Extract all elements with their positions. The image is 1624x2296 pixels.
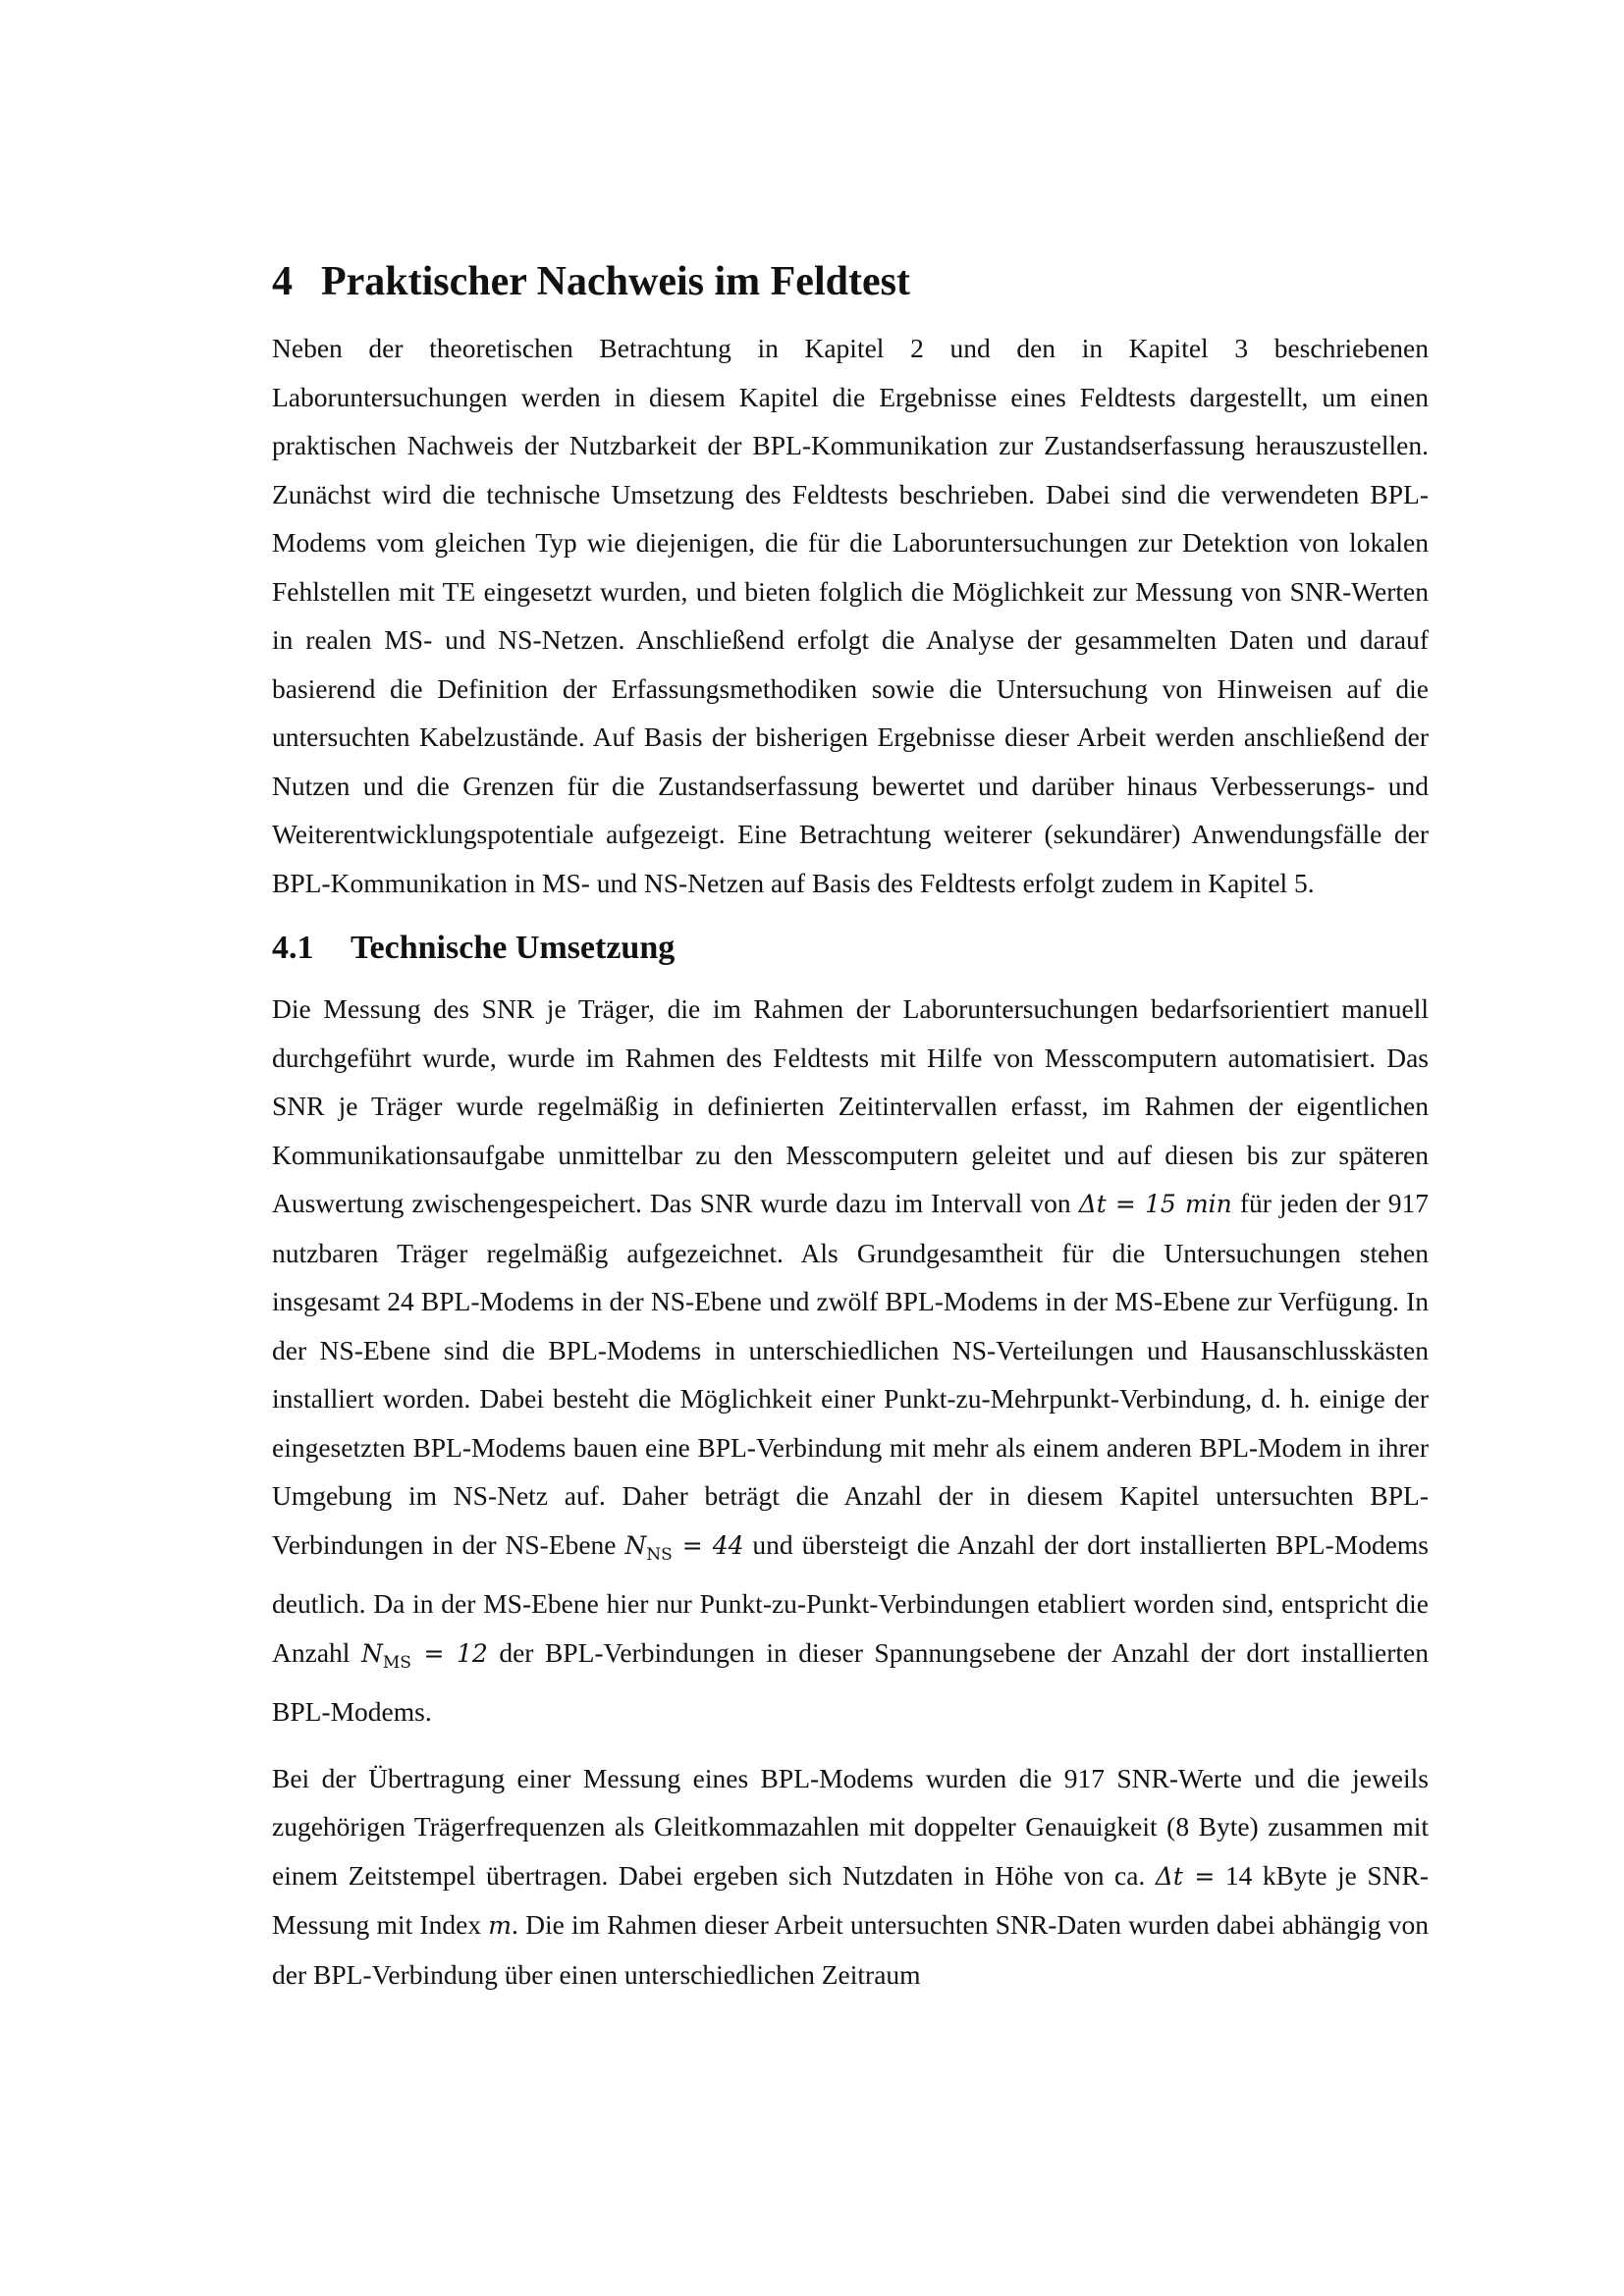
text-run: Die Messung des SNR je Träger, die im Rahmen der Laboruntersuchungen bedarfsorientiert manuell durchgeführt wurde, wurde im Rahmen des Feldtests mit Hilfe von Messcomputern automatisiert. Das SNR je Träger wurde regelmäßig in definierten Zeitintervallen erfasst, im Rahmen der eigentlichen Kommunikationsaufgabe unmittelbar zu den Messcomputern geleitet und auf diesen bis zur späteren Auswertung zwischengespeichert. Das SNR wurde dazu im Intervall von bbox=[272, 993, 1429, 1219]
chapter-title: Praktischer Nachweis im Feldtest bbox=[321, 259, 910, 304]
formula-index-m: m bbox=[488, 1911, 512, 1941]
formula-delta-t-2: Δt = bbox=[1155, 1861, 1216, 1891]
formula-value: = 12 bbox=[410, 1638, 488, 1668]
formula-delta-t: Δt = 15 min bbox=[1078, 1190, 1232, 1219]
text-run: für jeden der 917 nutzbaren Träger regelmäßig aufgezeichnet. Als Grundgesamtheit für die Untersuchungen stehen insgesamt 24 BPL-Modems in der NS-Ebene und zwölf BPL-Modems in der MS-Ebene zur Verfügung. In der NS-Ebene sind die BPL-Modems in unterschiedlichen NS-Verteilungen und Hausanschlusskästen installiert worden. Dabei besteht die Möglichkeit einer Punkt-zu-Mehrpunkt-Verbindung, d. h. einige der eingesetzten BPL-Modems bauen eine BPL-Verbindung mit mehr als einem anderen BPL-Modem in ihrer Umgebung im NS-Netz auf. Daher beträgt die Anzahl der in diesem Kapitel untersuchten BPL-Verbindungen in der NS-Ebene bbox=[272, 1188, 1429, 1560]
text-run: der BPL-Verbindungen in dieser Spannungsebene der Anzahl der dort installierten BPL-Modems. bbox=[272, 1636, 1430, 1728]
section-title: Technische Umsetzung bbox=[351, 930, 676, 967]
page-body bbox=[272, 257, 1429, 1999]
formula-subscript: MS bbox=[382, 1652, 411, 1673]
text-run: . Die im Rahmen dieser Arbeit untersuchten SNR-Daten wurden dabei abhängig von der BPL-Verbindung über einen unterschiedlichen Zeitraum bbox=[272, 1909, 1429, 1990]
section-paragraph-1 bbox=[272, 985, 1429, 1736]
text-run: 14 kByte je SNR-Messung mit Index bbox=[272, 1859, 1429, 1941]
formula-symbol: N bbox=[360, 1638, 383, 1668]
chapter-heading bbox=[272, 257, 1429, 306]
text-run: Bei der Übertragung einer Messung eines BPL-Modems wurden die 917 SNR-Werte und die jeweils zugehörigen Trägerfrequenzen als Gleitkommazahlen mit doppelter Genauigkeit (8 Byte) zusammen mit einem Zeitstempel übertragen. Dabei ergeben sich Nutzdaten in Höhe von ca. bbox=[272, 1762, 1429, 1891]
formula-subscript: NS bbox=[646, 1544, 673, 1565]
section-paragraph-2 bbox=[272, 1754, 1429, 2000]
section-number: 4.1 bbox=[272, 930, 314, 967]
formula-n-ns bbox=[624, 1530, 744, 1565]
chapter-number: 4 bbox=[272, 259, 293, 304]
text-run: und übersteigt die Anzahl der dort installierten BPL-Modems deutlich. Da in der MS-Ebene hier nur Punkt-zu-Punkt-Verbindungen etabliert worden sind, entspricht die Anzahl bbox=[272, 1528, 1430, 1668]
formula-value: = 44 bbox=[672, 1530, 744, 1560]
section-heading bbox=[272, 929, 1429, 969]
formula-n-ms bbox=[360, 1638, 488, 1673]
formula-symbol: N bbox=[624, 1530, 647, 1560]
chapter-intro-paragraph: Neben der theoretischen Betrachtung in Kapitel 2 und den in Kapitel 3 beschriebenen Laboruntersuchungen werden in diesem Kapitel die Ergebnisse eines Feldtests dargestellt, um einen praktischen Nachweis der Nutzbarkeit der BPL-Kommunikation zur Zustandserfassung herauszustellen. Zunächst wird die technische Umsetzung des Feldtests beschrieben. Dabei sind die verwendeten BPL-Modems vom gleichen Typ wie diejenigen, die für die Laboruntersuchungen zur Detektion von lokalen Fehlstellen mit TE eingesetzt wurden, und bieten folglich die Möglichkeit zur Messung von SNR-Werten in realen MS- und NS-Netzen. Anschließend erfolgt die Analyse der gesammelten Daten und darauf basierend die Definition der Erfassungsmethodiken sowie die Untersuchung von Hinweisen auf die untersuchten Kabelzustände. Auf Basis der bisherigen Ergebnisse dieser Arbeit werden anschließend der Nutzen und die Grenzen für die Zustandserfassung bewertet und darüber hinaus Verbesserungs- und Weiterentwicklungspotentiale aufgezeigt. Eine Betrachtung weiterer (sekundärer) Anwendungsfälle der BPL-Kommunikation in MS- und NS-Netzen auf Basis des Feldtests erfolgt zudem in Kapitel 5. bbox=[272, 333, 1429, 898]
